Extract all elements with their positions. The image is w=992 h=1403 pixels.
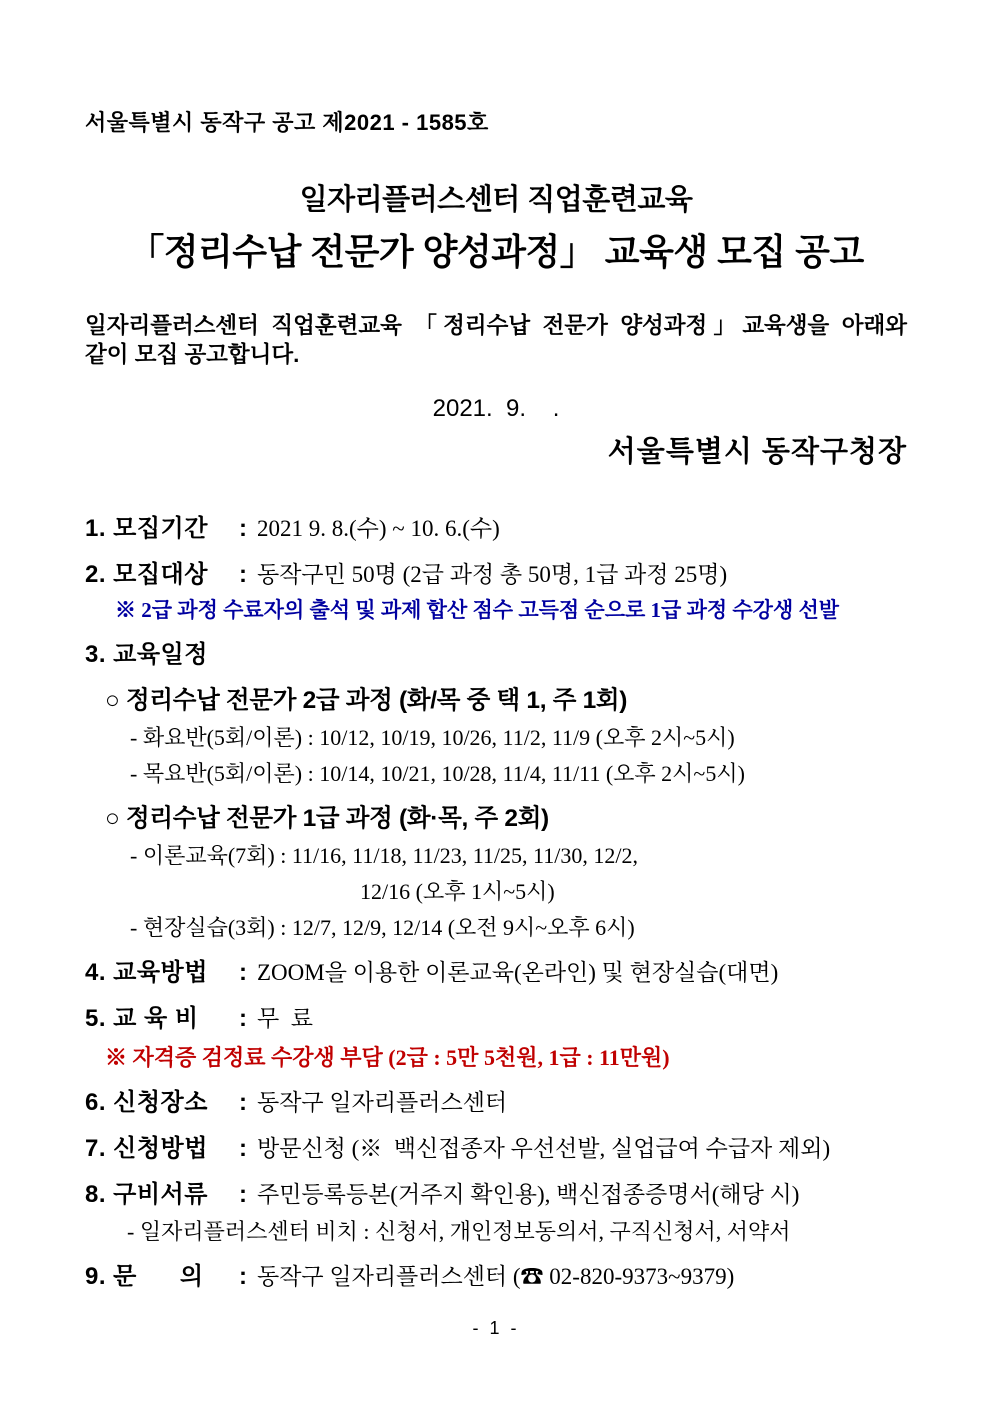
course-level2-tuesday: - 화요반(5회/이론) : 10/12, 10/19, 10/26, 11/2, 11/9 (오후 2시~5시)	[130, 725, 735, 750]
document-title: 「정리수납 전문가 양성과정」 교육생 모집 공고	[128, 231, 864, 272]
item-contact	[85, 1262, 907, 1292]
intro-paragraph	[85, 311, 907, 369]
item-recruitment-period	[85, 514, 907, 544]
item-value: 2021 9. 8.(수) ~ 10. 6.(수)	[257, 516, 500, 541]
item-label: 1. 모집기간	[85, 515, 208, 542]
item-value: 무 료	[257, 1006, 313, 1031]
item-label: 6. 신청장소	[85, 1089, 208, 1116]
course-level1-theory: - 이론교육(7회) : 11/16, 11/18, 11/23, 11/25, 11/30, 12/2,	[130, 843, 638, 868]
course-level2-title: ○ 정리수납 전문가 2급 과정 (화/목 중 택 1, 주 1회)	[105, 687, 628, 714]
item-education-schedule	[85, 640, 907, 670]
item-colon: :	[239, 1089, 247, 1116]
item-value: 주민등록등본(거주지 확인용), 백신접종증명서(해당 시)	[257, 1182, 800, 1207]
item-colon: :	[239, 1005, 247, 1032]
intro-line: 일자리플러스센터 직업훈련교육 「정리수납 전문가 양성과정」교육생을 아래와	[85, 313, 907, 338]
item-colon: :	[239, 1181, 247, 1208]
page-number: - 1 -	[472, 1318, 520, 1338]
item-label: 3. 교육일정	[85, 641, 208, 668]
item-label: 5. 교 육 비	[85, 1005, 199, 1032]
item-label: 7. 신청방법	[85, 1135, 208, 1162]
item-education-method	[85, 958, 907, 988]
item-colon: :	[239, 515, 247, 542]
item-value: ZOOM을 이용한 이론교육(온라인) 및 현장실습(대면)	[257, 960, 779, 985]
course-level1-practice: - 현장실습(3회) : 12/7, 12/9, 12/14 (오전 9시~오후 6시)	[130, 915, 635, 940]
item-required-documents	[85, 1180, 907, 1210]
item-label: 9. 문 의	[85, 1263, 204, 1290]
item-colon: :	[239, 1135, 247, 1162]
item-application-method	[85, 1134, 907, 1164]
intro-line: 같이 모집 공고합니다.	[85, 342, 300, 367]
note-fee-detail: (2급 : 5만 5천원, 1급 : 11만원)	[388, 1045, 670, 1070]
course-level1-theory-continued: 12/16 (오후 1시~5시)	[360, 879, 555, 904]
item-label: 4. 교육방법	[85, 959, 208, 986]
course-level1-title: ○ 정리수납 전문가 1급 과정 (화·목, 주 2회)	[105, 805, 549, 832]
item-colon: :	[239, 561, 247, 588]
item-recruitment-target	[85, 560, 907, 590]
signer-name: 서울특별시 동작구청장	[607, 436, 907, 468]
item-value: 동작구민 50명 (2급 과정 총 50명, 1급 과정 25명)	[257, 562, 728, 587]
notice-number: 서울특별시 동작구 공고 제2021 - 1585호	[85, 110, 489, 135]
item-colon: :	[239, 959, 247, 986]
item-value: 방문신청 (※ 백신접종자 우선선발, 실업급여 수급자 제외)	[257, 1136, 831, 1161]
item-application-place	[85, 1088, 907, 1118]
selection-note-blue: ※ 2급 과정 수료자의 출석 및 과제 합산 점수 고득점 순으로 1급 과정 수강생 선발	[115, 598, 840, 622]
item-list	[85, 514, 907, 1292]
required-documents-sub: - 일자리플러스센터 비치 : 신청서, 개인정보동의서, 구직신청서, 서약서	[127, 1219, 791, 1244]
document-subtitle: 일자리플러스센터 직업훈련교육	[299, 184, 693, 216]
item-label: 8. 구비서류	[85, 1181, 208, 1208]
announcement-date: 2021. 9. .	[432, 395, 560, 422]
item-value: 동작구 일자리플러스센터	[257, 1090, 508, 1115]
note-text: ※ 자격증 검정료 수강생 부담	[105, 1045, 389, 1070]
certification-fee-note-red	[105, 1044, 907, 1072]
item-label: 2. 모집대상	[85, 561, 208, 588]
course-level2-thursday: - 목요반(5회/이론) : 10/14, 10/21, 10/28, 11/4, 11/11 (오후 2시~5시)	[130, 761, 745, 786]
item-tuition-fee	[85, 1004, 907, 1034]
item-colon: :	[239, 1263, 247, 1290]
item-value-with-phone-icon: 동작구 일자리플러스센터 (☎ 02-820-9373~9379)	[257, 1264, 735, 1289]
title-block	[85, 177, 907, 275]
